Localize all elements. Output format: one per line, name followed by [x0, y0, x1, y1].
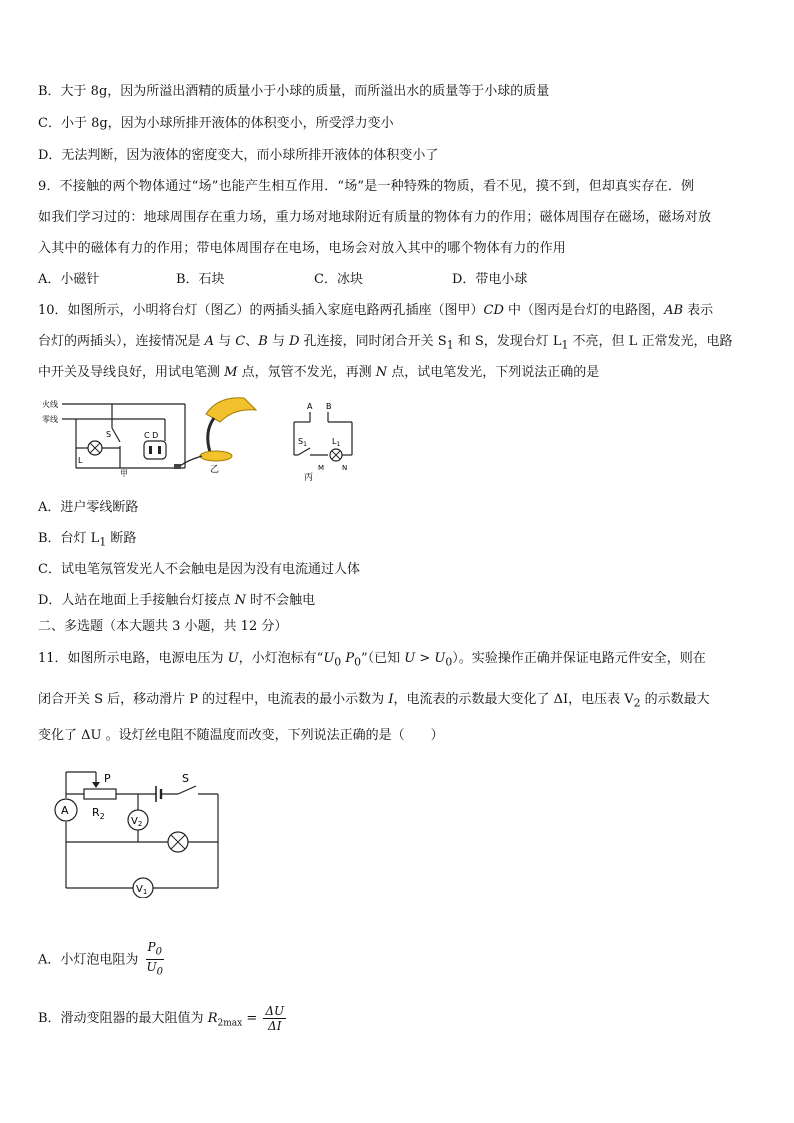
switch-s1 [298, 448, 310, 455]
fraction-numerator: P [147, 940, 156, 954]
q11-text: 的示数最大 [640, 692, 710, 707]
q9-stem-line2: 如我们学习过的：地球周围存在重力场，重力场对地球附近有质量的物体有力的作用；磁体周围存在磁场，磁场对放 [38, 210, 712, 225]
q10-sub: 1 [561, 338, 569, 352]
q9-option-b: B．石块 [176, 272, 225, 287]
q11-option-b-sub: 2max [217, 1018, 243, 1029]
q11-text: ）。实验操作正确并保证电路元件安全，则在 [452, 651, 706, 666]
q11-var: U > U [404, 651, 446, 666]
q10-option-c: C．试电笔氖管发光人不会触电是因为没有电流通过人体 [38, 562, 360, 577]
q10-option-d [38, 593, 315, 609]
q10-option-a: A．进户零线断路 [38, 500, 139, 515]
q10-sub: 1 [446, 338, 454, 352]
q11-sub: 0 [354, 655, 361, 669]
q11-option-a-fraction [145, 940, 166, 980]
q10-var: B [258, 334, 268, 349]
voltmeter-v2-label: $V_2$ [131, 816, 143, 828]
q10-var-cd: CD [483, 303, 504, 318]
q11-text: ”（已知 [360, 651, 405, 666]
plug-a-label: A [307, 402, 313, 411]
q10-text: 10．如图所示，小明将台灯（图乙）的两插头插入家庭电路两孔插座（图甲） [38, 303, 484, 318]
q11-text: 11．如图所示电路，电源电压为 [38, 651, 228, 666]
figure-jia-label: 甲 [120, 469, 128, 478]
q10-option-b-text: B．台灯 L [38, 531, 100, 546]
q9-option-d: D．带电小球 [452, 272, 528, 287]
q10-option-d-var: N [234, 593, 246, 608]
q10-option-d-text: D．人站在地面上手接触台灯接点 [38, 593, 235, 608]
figure-bing-label: 丙 [304, 473, 314, 483]
q11-option-a [38, 940, 165, 980]
q11-option-b-fraction [263, 1004, 286, 1033]
q8-option-c: C．小于 8g，因为小球所排开液体的体积变小，所受浮力变小 [38, 116, 394, 131]
q11-var: U [323, 651, 335, 666]
q10-var-n: N [375, 365, 388, 380]
q11-option-b [38, 1004, 286, 1033]
q11-stem-line3: 变化了 ΔU 。设灯丝电阻不随温度而改变，下列说法正确的是（ ） [38, 728, 444, 743]
q11-text: ，小灯泡标有“ [238, 651, 324, 666]
q10-figure-bing [280, 400, 370, 484]
q9-option-c: C．冰块 [314, 272, 363, 287]
fraction-denominator-sub: 0 [156, 966, 164, 978]
q11-option-b-var: R [207, 1011, 218, 1026]
q10-text: 孔连接，同时闭合开关 S [299, 334, 447, 349]
q10-text: 、 [245, 334, 259, 349]
q10-text: 中（图丙是台灯的电路图， [503, 303, 665, 318]
q10-stem-line1 [38, 303, 713, 319]
switch-s1-label: $S_1$ [298, 437, 307, 448]
neutral-wire-label: 零线 [42, 415, 58, 424]
fraction-denominator: U [146, 960, 157, 975]
q10-stem-line3 [38, 365, 599, 381]
q11-option-b-text: B．滑动变阻器的最大阻值为 [38, 1011, 208, 1026]
q10-option-d-text2: 时不会触电 [245, 593, 316, 608]
switch-s-label: S [106, 430, 112, 439]
q10-text: 点，试电笔发光，下列说法正确的是 [387, 365, 600, 380]
ammeter-label: A [61, 804, 69, 817]
q10-text: 与 [267, 334, 290, 349]
q11-stem-line2 [38, 692, 710, 712]
q11-text: ，电流表的示数最大变化了 ΔI，电压表 V [393, 692, 634, 707]
socket-icon [144, 441, 166, 459]
q10-var-ab: AB [664, 303, 684, 318]
q11-var: I [388, 692, 394, 707]
point-m-label: M [318, 464, 325, 472]
q10-text: 点，氖管不发光，再测 [237, 365, 376, 380]
q10-option-b-sub: 1 [99, 535, 107, 549]
voltmeter-v1-label: $V_1$ [136, 884, 148, 896]
q11-stem-line1 [38, 651, 706, 671]
q9-stem-line3: 入其中的磁体有力的作用；带电体周围存在电场，电场会对放入其中的哪个物体有力的作用 [38, 241, 567, 256]
q11-var: U [227, 651, 239, 666]
q11-circuit-figure [48, 768, 228, 898]
q10-text: 中开关及导线良好，用试电笔测 [38, 365, 225, 380]
q8-option-d: D．无法判断，因为液体的密度变大，而小球所排开液体的体积变小了 [38, 148, 439, 163]
q11-text: 闭合开关 S 后，移动滑片 P 的过程中，电流表的最小示数为 [38, 692, 389, 707]
switch-s-label: S [182, 772, 189, 785]
figure-yi-label: 乙 [210, 465, 220, 475]
q10-option-b [38, 531, 136, 551]
q10-figure-yi [170, 392, 270, 476]
slider-p-icon [92, 782, 100, 788]
switch-s [178, 786, 196, 794]
q10-text: 台灯的两插头），连接情况是 [38, 334, 205, 349]
point-n-label: N [342, 464, 348, 472]
q11-sub: 0 [445, 655, 453, 669]
q10-var: A [204, 334, 215, 349]
rheostat-r2-icon [84, 789, 116, 799]
plug-b-label: B [326, 402, 332, 411]
slider-p-label: P [104, 772, 111, 785]
q10-var: C [235, 334, 246, 349]
q9-option-a: A．小磁针 [38, 272, 100, 287]
q11-sub: 0 [334, 655, 342, 669]
q10-text: 与 [214, 334, 236, 349]
section-multiple-choice-heading: 二、多选题（本大题共 3 小题，共 12 分） [38, 619, 288, 634]
fraction-numerator: ΔU [265, 1004, 285, 1018]
q10-figure-jia [40, 396, 190, 478]
lamp-base-icon [200, 451, 232, 461]
q11-sub: 2 [633, 696, 641, 710]
q8-option-b: B．大于 8g，因为所溢出酒精的质量小于小球的质量，而所溢出水的质量等于小球的质量 [38, 84, 550, 99]
q10-text: 表示 [683, 303, 714, 318]
lamp-neck-icon [208, 418, 214, 452]
lamp-l1-label: $L_1$ [332, 437, 341, 448]
lamp-l-label: L [78, 456, 83, 465]
fraction-denominator: ΔI [268, 1019, 282, 1033]
q10-text: 和 S，发现台灯 L [453, 334, 562, 349]
q11-option-b-eq: = [242, 1011, 258, 1026]
live-wire-label: 火线 [42, 400, 58, 409]
switch-s [112, 428, 120, 442]
q10-var: D [289, 334, 300, 349]
socket-cd-label: C D [144, 431, 159, 440]
rheostat-r2-label: $R_2$ [92, 806, 105, 821]
q10-stem-line2 [38, 334, 732, 354]
q10-option-b-text2: 断路 [106, 531, 137, 546]
q11-var: P [345, 651, 355, 666]
q10-text: 不亮，但 L 正常发光，电路 [568, 334, 733, 349]
fraction-numerator-sub: 0 [155, 946, 162, 958]
q9-stem-line1: 9．不接触的两个物体通过“场”也能产生相互作用．“场”是一种特殊的物质，看不见，摸不到，但却真实存在．例 [38, 179, 695, 194]
q11-option-a-text: A．小灯泡电阻为 [38, 952, 139, 968]
q10-var-m: M [224, 365, 238, 380]
